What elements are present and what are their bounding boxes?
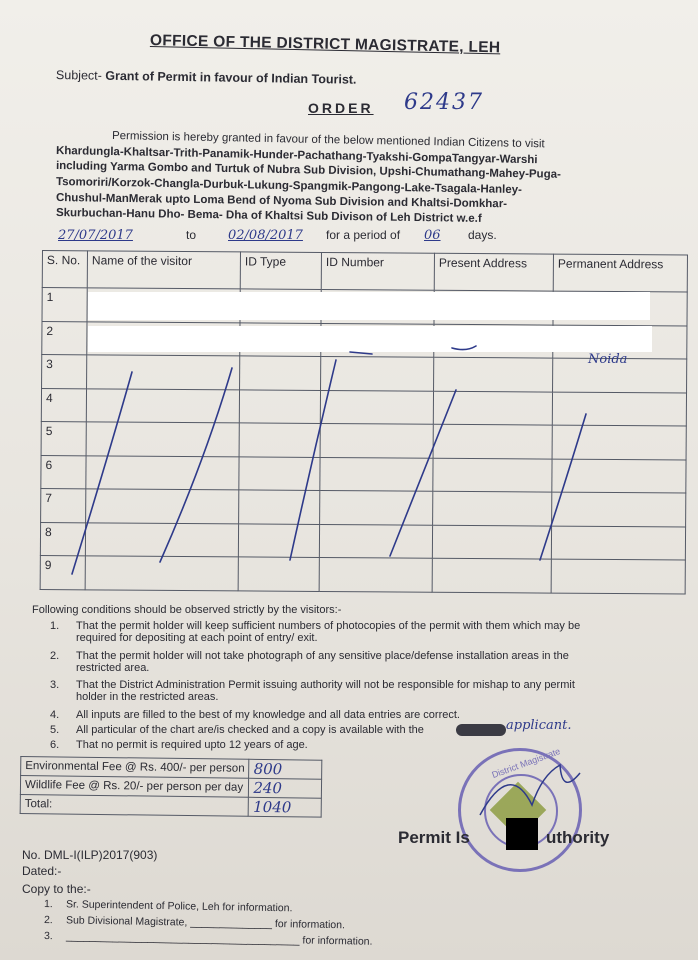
- row-number: 9: [40, 555, 85, 589]
- strike-line: [390, 390, 456, 556]
- period-label: for a period of: [326, 228, 401, 242]
- seal-text: District Magistrate: [490, 745, 562, 781]
- row-number: 7: [41, 488, 86, 522]
- condition-item: 6. That no permit is required upto 12 years of age.: [50, 739, 308, 751]
- copy-to-heading: Copy to the:-: [22, 882, 91, 896]
- permission-line-4: Tsomoriri/Korzok-Changla-Durbuk-Lukung-Spangmik-Pangong-Lake-Tsagala-Hanley-: [55, 176, 523, 197]
- col-permanent-address: Permanent Address: [553, 254, 687, 292]
- row-number: 2: [42, 321, 87, 355]
- condition-item: 3. That the District Administration Permit issuing authority will not be responsible for mishap to any permit holder in the restricted areas.: [50, 679, 575, 703]
- permission-line-6: Skurbuchan-Hanu Dho- Bema- Dha of Khaltsi Sub Divison of Leh District w.e.f: [55, 207, 482, 225]
- fee-value: 240: [249, 778, 322, 798]
- permit-authority-left: Permit Is: [398, 828, 470, 847]
- condition-item: 1. That the permit holder will keep sufficient numbers of photocopies of the permit with them which may be required for depositing at each point of entry/ exit.: [50, 620, 581, 644]
- handwritten-applicant: applicant.: [506, 718, 572, 733]
- permit-number: No. DML-I(ILP)2017(903): [22, 848, 158, 862]
- fee-label: Environmental Fee @ Rs. 400/- per person: [21, 757, 250, 779]
- redacted-name: [456, 724, 506, 736]
- permission-line-5: Chushul-ManMerak upto Loma Bend of Nyoma Sub Division and Khaltsi-Domkhar-: [55, 192, 508, 211]
- col-name: Name of the visitor: [87, 251, 240, 289]
- strike-line: [160, 368, 232, 562]
- fee-label: Total:: [20, 795, 249, 817]
- permission-line-2: Khardungla-Khaltsar-Trith-Panamik-Hunder-Pachathang-Tyakshi-GompaTangyar-Warshi: [55, 145, 538, 167]
- copy-item: 1. Sr. Superintendent of Police, Leh for information.: [43, 898, 293, 915]
- row-number: 5: [41, 421, 86, 455]
- row-number: 8: [40, 522, 85, 556]
- condition-item: 5. All particular of the chart are/is checked and a copy is available with the: [50, 724, 424, 736]
- to-label: to: [186, 228, 197, 242]
- fees-table: [20, 756, 323, 818]
- row-number: 6: [41, 455, 86, 489]
- col-id-type: ID Type: [240, 252, 321, 290]
- permission-line-3: including Yarma Gombo and Turtuk of Nubra Sub Division, Upshi-Chumathang-Mahey-Puga-: [55, 160, 561, 181]
- copy-item: 3. ________________________________________ for information.: [43, 930, 373, 948]
- col-present-address: Present Address: [434, 253, 553, 291]
- order-number: 62437: [404, 90, 484, 115]
- fee-total: 1040: [249, 797, 322, 817]
- row-number: 3: [42, 355, 87, 389]
- strike-line: [72, 372, 132, 574]
- condition-item: 2. That the permit holder will not take photograph of any sensitive place/defense installation areas in the restricted area.: [50, 650, 569, 674]
- from-date: 27/07/2017: [58, 228, 133, 243]
- subject-text: Grant of Permit in favour of Indian Tourist.: [105, 68, 357, 87]
- order-label: ORDER: [308, 100, 374, 116]
- redaction-box: [506, 818, 538, 850]
- ink-scribble: [350, 352, 372, 354]
- col-sno: S. No.: [42, 251, 87, 288]
- fee-row: [20, 795, 322, 818]
- fee-value: 800: [249, 759, 322, 779]
- to-date: 02/08/2017: [228, 228, 303, 243]
- conditions-heading: Following conditions should be observed strictly by the visitors:-: [32, 604, 342, 616]
- copy-item: 2. Sub Divisional Magistrate, ______________ for information.: [43, 914, 346, 932]
- row-number: 1: [42, 288, 87, 322]
- strike-line: [540, 414, 586, 560]
- handwritten-noida: Noida: [588, 352, 628, 367]
- fee-label: Wildlife Fee @ Rs. 20/- per person per day: [20, 776, 249, 798]
- ink-scribble: [452, 346, 476, 350]
- row-number: 4: [41, 388, 86, 422]
- permit-authority-right: uthority: [546, 828, 610, 847]
- office-title: OFFICE OF THE DISTRICT MAGISTRATE, LEH: [149, 32, 501, 57]
- period-value: 06: [424, 228, 441, 243]
- days-label: days.: [468, 228, 497, 242]
- condition-item: 4. All inputs are filled to the best of my knowledge and all data entries are correct.: [50, 709, 460, 721]
- strike-line: [290, 360, 336, 560]
- col-id-number: ID Number: [321, 252, 434, 290]
- subject-label: Subject-: [55, 68, 102, 83]
- dated-label: Dated:-: [22, 864, 62, 878]
- permission-line-1: Permission is hereby granted in favour of the below mentioned Indian Citizens to visit: [111, 130, 545, 151]
